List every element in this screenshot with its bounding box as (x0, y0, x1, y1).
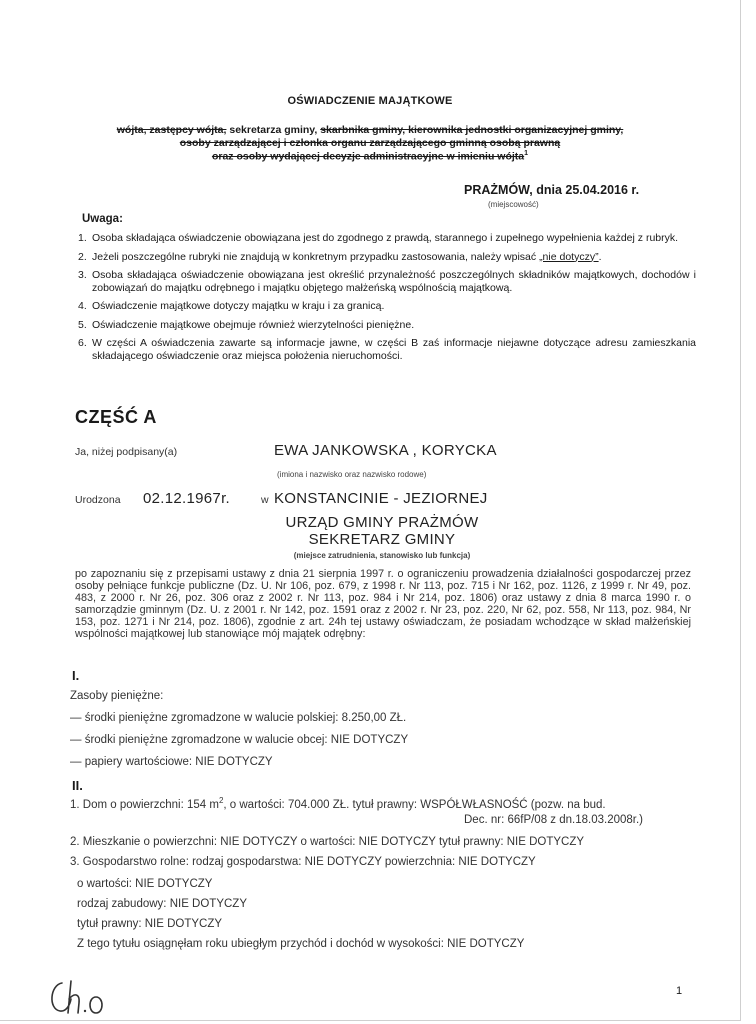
note-number: 3. (78, 269, 87, 281)
note-number: 6. (78, 337, 87, 349)
note-number: 1. (78, 232, 87, 244)
note-item (78, 300, 696, 313)
signatory-roles-line-2: osoby zarządzającej i członka organu zarządzającego gminną osobą prawną (179, 137, 561, 149)
note-text: Oświadczenie majątkowe dotyczy majątku w kraju i za granicą. (92, 300, 385, 312)
note-item (78, 337, 696, 362)
birth-date: 02.12.1967r. (143, 490, 231, 507)
farm-value: o wartości: NIE DOTYCZY (77, 878, 213, 890)
born-label: Urodzona (75, 494, 121, 506)
note-text: W części A oświadczenia zawarte są informacje jawne, w części B zaś informacje niejawne dotyczące adresu zamieszkania składającego oświadczenie oraz miejsca położenia nieruchomości. (92, 337, 696, 362)
name-caption: (imiona i nazwisko oraz nazwisko rodowe) (277, 470, 427, 479)
notes-list (78, 232, 696, 368)
position: SEKRETARZ GMINY (308, 531, 456, 548)
house-text: 1. Dom o powierzchni: 154 m (70, 798, 219, 811)
kept-role: sekretarza gminy, (226, 124, 321, 136)
note-text: Osoba składająca oświadczenie obowiązana jest określić przynależność poszczególnych składników majątkowych, dochodów i zobowiązań do majątku odrębnego i majątku objętego małżeńską wspólnością majątkową. (92, 269, 696, 294)
house-permit-continuation: Dec. nr: 66fP/08 z dn.18.03.2008r.) (464, 814, 644, 826)
note-number: 5. (78, 318, 87, 331)
flat-line: 2. Mieszkanie o powierzchni: NIE DOTYCZY o wartości: NIE DOTYCZY tytuł prawny: NIE DOTYCZY (70, 836, 585, 848)
struck-role: skarbnika gminy, kierownika jednostki organizacyjnej gminy, (320, 124, 624, 136)
employer: URZĄD GMINY PRAŻMÓW (285, 514, 479, 531)
farm-title: tytuł prawny: NIE DOTYCZY (77, 918, 223, 930)
securities: — papiery wartościowe: NIE DOTYCZY (70, 756, 273, 768)
signatory-roles-line-3 (0, 150, 740, 163)
house-line (70, 796, 606, 811)
note-text: . (598, 250, 602, 263)
document-title: OŚWIADCZENIE MAJĄTKOWE (287, 95, 453, 107)
birth-place: KONSTANCINIE - JEZIORNEJ (274, 490, 488, 507)
footnote-mark: 1 (524, 150, 529, 157)
note-number: 4. (78, 300, 87, 312)
signed-label: Ja, niżej podpisany(a) (75, 446, 178, 458)
handwritten-initials (44, 975, 114, 1019)
employer-caption: (miejsce zatrudnienia, stanowisko lub funkcja) (293, 551, 471, 560)
note-item (78, 269, 696, 294)
notes-heading: Uwaga: (82, 213, 123, 225)
note-text: Osoba składająca oświadczenie obowiązana jest do zgodnego z prawdą, starannego i zupełnego wypełnienia każdej z rubryk. (92, 232, 679, 244)
part-a-heading: CZĘŚĆ A (75, 407, 157, 427)
born-in-label: w (261, 494, 269, 506)
note-text: Jeżeli poszczególne rubryki nie znajdują w konkretnym przypadku zastosowania, należy wpisać (92, 250, 540, 263)
house-text: , o wartości: 704.000 ZŁ. tytuł prawny: WSPÓŁWŁASNOŚĆ (pozw. na bud. (223, 798, 606, 811)
section-2-heading: II. (72, 778, 83, 793)
cash-pln: — środki pieniężne zgromadzone w walucie polskiej: 8.250,00 ZŁ. (70, 712, 407, 724)
note-item (78, 251, 696, 264)
house-area-unit-sup: 2 (218, 796, 224, 805)
section-1-heading: I. (72, 668, 80, 683)
struck-role: oraz osoby wydającej decyzje administracyjne w imieniu wójta (211, 150, 525, 163)
statement-paragraph: po zapoznaniu się z przepisami ustawy z dnia 21 sierpnia 1997 r. o ograniczeniu prowadzenia działalności gospodarczej przez osoby pełniące funkcje publiczne (Dz. U. Nr 106, poz. 679, z 1998 r. Nr 113, poz. 715 i Nr 162, poz. 1126, z 1999 r. Nr 49, poz. 483, z 2000 r. Nr 26, poz. 306 oraz z 2002 r. Nr 113, poz. 984 i Nr 214, poz. 1806) oraz ustawy z dnia 8 marca 1990 r. o samorządzie gminnym (Dz. U. z 2001 r. Nr 142, poz. 1591 oraz z 2002 r. Nr 23, poz. 220, Nr 62, poz. 558, Nr 113, poz. 984, Nr 153, poz. 1271 i Nr 214, poz. 1806), zgodnie z art. 24h tej ustawy oświadczam, że posiadam wchodzące w skład małżeńskiej wspólności majątkowej lub stanowiące mój majątek odrębny: (75, 568, 691, 640)
note-underlined-text: „nie dotyczy” (539, 250, 599, 263)
note-item (78, 232, 696, 245)
cash-intro: Zasoby pieniężne: (70, 690, 164, 702)
farm-line: 3. Gospodarstwo rolne: rodzaj gospodarstwa: NIE DOTYCZY powierzchnia: NIE DOTYCZY (70, 856, 536, 868)
note-text: Oświadczenie majątkowe obejmuje również wierzytelności pieniężne. (92, 318, 415, 331)
farm-building: rodzaj zabudowy: NIE DOTYCZY (77, 898, 248, 910)
struck-role: wójta, zastępcy wójta, (116, 124, 227, 136)
signatory-roles-line-1 (0, 124, 740, 136)
note-item (78, 319, 696, 332)
place-caption: (miejscowość) (488, 200, 539, 209)
cash-foreign: — środki pieniężne zgromadzone w walucie obcej: NIE DOTYCZY (70, 734, 409, 746)
declarant-name: EWA JANKOWSKA , KORYCKA (274, 442, 497, 459)
farm-income: Z tego tytułu osiągnęłam roku ubiegłym przychód i dochód w wysokości: NIE DOTYCZY (77, 938, 525, 950)
page-number: 1 (676, 985, 683, 997)
note-number: 2. (78, 250, 87, 263)
place-and-date: PRAŻMÓW, dnia 25.04.2016 r. (464, 183, 640, 197)
